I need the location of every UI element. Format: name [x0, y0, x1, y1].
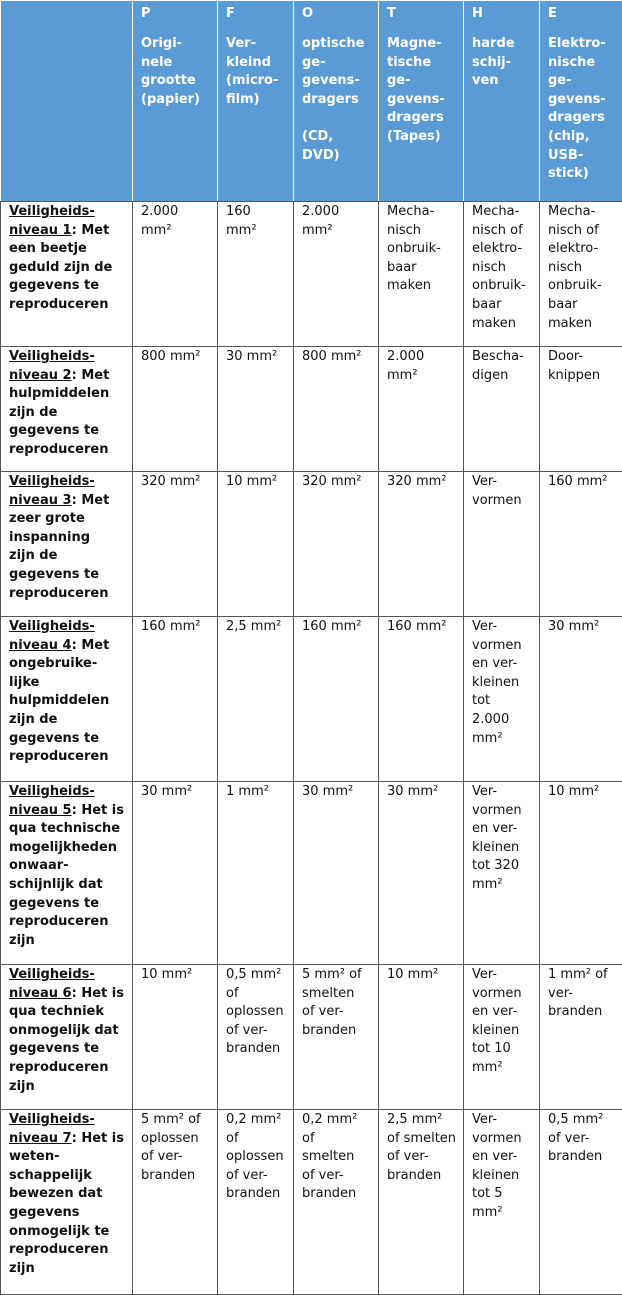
- cell-line: tot: [472, 692, 535, 711]
- security-level-line: niveau 3: Met: [9, 492, 128, 511]
- cell-line: smelten: [302, 985, 374, 1004]
- cell-line: vormen: [472, 1130, 535, 1149]
- table-row: [1, 782, 622, 965]
- cell-magnetische-gegevensdragers: [379, 472, 464, 617]
- column-label-line: (CD,: [302, 128, 374, 147]
- cell-originele-grootte: [133, 347, 218, 472]
- cell-line: of ver-: [141, 1148, 213, 1167]
- header-cell-optische-gegevensdragers: [294, 1, 379, 202]
- cell-line: 30 mm²: [387, 783, 459, 802]
- security-level-label: niveau 6: [9, 986, 72, 1001]
- cell-line: 0,5 mm²: [226, 966, 289, 985]
- cell-line: 0,5 mm²: [548, 1111, 618, 1130]
- security-level-line: gegevens te: [9, 422, 128, 441]
- column-label-line: (chip,: [548, 128, 618, 147]
- cell-line: Door-: [548, 348, 618, 367]
- cell-line: vormen: [472, 492, 535, 511]
- security-level-line: gegevens te: [9, 730, 128, 749]
- column-label-line: Ver-: [226, 35, 289, 54]
- cell-line: tot 5: [472, 1185, 535, 1204]
- cell-line: Ver-: [472, 473, 535, 492]
- security-level-line: [9, 203, 128, 222]
- security-level-line: gegevens te: [9, 566, 128, 585]
- cell-optische-gegevensdragers: [294, 202, 379, 347]
- cell-optische-gegevensdragers: [294, 617, 379, 782]
- column-label-line: [302, 109, 374, 128]
- column-label-line: Elektro-: [548, 35, 618, 54]
- cell-line: digen: [472, 367, 535, 386]
- security-level-line: niveau 2: Met: [9, 367, 128, 386]
- cell-line: en ver-: [472, 820, 535, 839]
- cell-line: ver-: [548, 985, 618, 1004]
- security-level-line: [9, 783, 128, 802]
- column-label-line: DVD): [302, 147, 374, 166]
- column-label-line: Origi-: [141, 35, 213, 54]
- cell-line: vormen: [472, 637, 535, 656]
- security-level-line: onwaar-: [9, 857, 128, 876]
- security-level-line: weten-: [9, 1148, 128, 1167]
- security-level-line: reproduceren: [9, 748, 128, 767]
- security-level-label: Veiligheids-: [9, 619, 95, 634]
- cell-line: mm²: [302, 222, 374, 241]
- cell-line: onbruik-: [387, 240, 459, 259]
- cell-line: 30 mm²: [226, 348, 289, 367]
- cell-line: baar: [387, 259, 459, 278]
- cell-line: oplossen: [226, 1003, 289, 1022]
- cell-line: branden: [548, 1003, 618, 1022]
- security-level-line: mogelijkheden: [9, 839, 128, 858]
- cell-line: 160 mm²: [548, 473, 618, 492]
- cell-line: branden: [302, 1022, 374, 1041]
- column-label-line: ge-: [548, 72, 618, 91]
- cell-line: mm²: [472, 1059, 535, 1078]
- security-level-line: reproduceren: [9, 913, 128, 932]
- table-row: [1, 202, 622, 347]
- cell-line: 320 mm²: [302, 473, 374, 492]
- cell-verkleind: [218, 202, 294, 347]
- cell-line: mm²: [226, 222, 289, 241]
- column-label-line: ge-: [387, 72, 459, 91]
- security-level-line: zijn de: [9, 404, 128, 423]
- column-code: P: [141, 5, 213, 35]
- cell-line: vormen: [472, 985, 535, 1004]
- column-label-line: harde: [472, 35, 535, 54]
- column-label-line: (Tapes): [387, 128, 459, 147]
- column-code: O: [302, 5, 374, 35]
- cell-line: nisch of: [548, 222, 618, 241]
- security-level-line: zijn: [9, 1260, 128, 1279]
- cell-line: 160 mm²: [302, 618, 374, 637]
- security-level-line: [9, 1111, 128, 1130]
- cell-optische-gegevensdragers: [294, 965, 379, 1110]
- column-label-line: nele: [141, 54, 213, 73]
- column-label-line: grootte: [141, 72, 213, 91]
- cell-harde-schijven: [464, 617, 540, 782]
- cell-line: 160 mm²: [387, 618, 459, 637]
- cell-line: baar: [472, 296, 535, 315]
- cell-verkleind: [218, 347, 294, 472]
- cell-line: oplossen: [141, 1130, 213, 1149]
- cell-line: elektro-: [472, 240, 535, 259]
- cell-line: of ver-: [302, 1003, 374, 1022]
- cell-line: kleinen: [472, 1022, 535, 1041]
- cell-line: 0,2 mm²: [226, 1111, 289, 1130]
- column-label-line: dragers: [302, 91, 374, 110]
- cell-line: of ver-: [226, 1167, 289, 1186]
- security-level-label: Veiligheids-: [9, 204, 95, 219]
- security-level-line: gegevens te: [9, 895, 128, 914]
- cell-optische-gegevensdragers: [294, 347, 379, 472]
- cell-line: elektro-: [548, 240, 618, 259]
- security-level-line: lijke: [9, 674, 128, 693]
- column-label-line: nische: [548, 54, 618, 73]
- cell-line: 2.000: [387, 348, 459, 367]
- security-level-label: niveau 3: [9, 493, 72, 508]
- security-level-label: niveau 4: [9, 638, 72, 653]
- cell-line: kleinen: [472, 1167, 535, 1186]
- column-label-line: ge-: [302, 54, 374, 73]
- cell-magnetische-gegevensdragers: [379, 347, 464, 472]
- security-level-line: gegevens te: [9, 1040, 128, 1059]
- security-level-line: hulpmiddelen: [9, 692, 128, 711]
- security-level-line: gegevens: [9, 1204, 128, 1223]
- column-label-line: USB-: [548, 147, 618, 166]
- cell-line: of ver-: [548, 1130, 618, 1149]
- cell-originele-grootte: [133, 472, 218, 617]
- security-level-line: inspanning: [9, 529, 128, 548]
- security-level-line: gegevens te: [9, 277, 128, 296]
- security-level-line: schappelijk: [9, 1167, 128, 1186]
- cell-line: tot 320: [472, 857, 535, 876]
- header-cell-elektronische-gegevensdragers: [540, 1, 622, 202]
- column-label-line: film): [226, 91, 289, 110]
- cell-elektronische-gegevensdragers: [540, 965, 622, 1110]
- cell-line: 30 mm²: [302, 783, 374, 802]
- security-level-label: Veiligheids-: [9, 784, 95, 799]
- column-code: E: [548, 5, 618, 35]
- cell-elektronische-gegevensdragers: [540, 782, 622, 965]
- cell-line: nisch of: [472, 222, 535, 241]
- security-level-line: reproduceren: [9, 1241, 128, 1260]
- cell-line: of: [226, 985, 289, 1004]
- security-level-label: niveau 2: [9, 368, 72, 383]
- cell-line: 10 mm²: [548, 783, 618, 802]
- cell-line: Mecha-: [472, 203, 535, 222]
- security-level-cell: [1, 1110, 133, 1295]
- cell-line: Ver-: [472, 783, 535, 802]
- cell-line: Ver-: [472, 966, 535, 985]
- cell-line: vormen: [472, 802, 535, 821]
- cell-line: Bescha-: [472, 348, 535, 367]
- column-label-line: stick): [548, 165, 618, 184]
- table-row: [1, 1110, 622, 1295]
- column-label-line: kleind: [226, 54, 289, 73]
- cell-verkleind: [218, 472, 294, 617]
- cell-harde-schijven: [464, 965, 540, 1110]
- cell-line: of ver-: [226, 1022, 289, 1041]
- cell-line: oplossen: [226, 1148, 289, 1167]
- cell-originele-grootte: [133, 1110, 218, 1295]
- cell-line: branden: [141, 1167, 213, 1186]
- security-level-cell: [1, 472, 133, 617]
- cell-line: 10 mm²: [387, 966, 459, 985]
- cell-line: baar: [548, 296, 618, 315]
- cell-line: 5 mm² of: [141, 1111, 213, 1130]
- cell-line: 2.000: [472, 711, 535, 730]
- security-level-line: [9, 966, 128, 985]
- cell-line: 5 mm² of: [302, 966, 374, 985]
- security-level-line: niveau 7: Het is: [9, 1130, 128, 1149]
- security-level-line: zijn: [9, 932, 128, 951]
- security-level-label: Veiligheids-: [9, 967, 95, 982]
- cell-line: 2.000: [141, 203, 213, 222]
- header-cell-verkleind: [218, 1, 294, 202]
- cell-line: Ver-: [472, 1111, 535, 1130]
- security-level-line: [9, 473, 128, 492]
- cell-line: en ver-: [472, 1148, 535, 1167]
- cell-line: 800 mm²: [302, 348, 374, 367]
- cell-line: 2.000: [302, 203, 374, 222]
- cell-line: branden: [226, 1040, 289, 1059]
- cell-line: 800 mm²: [141, 348, 213, 367]
- cell-line: of ver-: [387, 1148, 459, 1167]
- security-level-cell: [1, 782, 133, 965]
- cell-line: mm²: [387, 367, 459, 386]
- cell-line: nisch: [387, 222, 459, 241]
- header-corner-cell: [1, 1, 133, 202]
- security-level-line: schijnlijk dat: [9, 876, 128, 895]
- table-body: [1, 202, 622, 1295]
- cell-line: tot 10: [472, 1040, 535, 1059]
- column-code: H: [472, 5, 535, 35]
- cell-line: nisch: [472, 259, 535, 278]
- cell-line: nisch: [548, 259, 618, 278]
- security-level-line: bewezen dat: [9, 1185, 128, 1204]
- security-level-label: niveau 1: [9, 223, 72, 238]
- cell-line: 1 mm²: [226, 783, 289, 802]
- cell-originele-grootte: [133, 202, 218, 347]
- cell-harde-schijven: [464, 782, 540, 965]
- cell-line: of: [226, 1130, 289, 1149]
- security-level-line: reproduceren: [9, 296, 128, 315]
- cell-elektronische-gegevensdragers: [540, 347, 622, 472]
- table-row: [1, 472, 622, 617]
- cell-line: branden: [226, 1185, 289, 1204]
- cell-line: branden: [548, 1148, 618, 1167]
- cell-line: branden: [302, 1185, 374, 1204]
- cell-originele-grootte: [133, 617, 218, 782]
- table-row: [1, 347, 622, 472]
- column-label-line: (micro-: [226, 72, 289, 91]
- cell-line: Mecha-: [387, 203, 459, 222]
- cell-harde-schijven: [464, 472, 540, 617]
- column-label-line: gevens-: [548, 91, 618, 110]
- cell-line: mm²: [472, 1204, 535, 1223]
- security-level-line: een beetje: [9, 240, 128, 259]
- security-level-label: Veiligheids-: [9, 349, 95, 364]
- cell-line: 2,5 mm²: [387, 1111, 459, 1130]
- cell-harde-schijven: [464, 202, 540, 347]
- security-level-line: reproduceren: [9, 585, 128, 604]
- security-level-line: zijn de: [9, 547, 128, 566]
- cell-line: 10 mm²: [226, 473, 289, 492]
- security-level-line: niveau 5: Het is: [9, 802, 128, 821]
- security-level-line: [9, 618, 128, 637]
- cell-magnetische-gegevensdragers: [379, 782, 464, 965]
- cell-line: mm²: [472, 730, 535, 749]
- cell-magnetische-gegevensdragers: [379, 202, 464, 347]
- cell-line: 0,2 mm²: [302, 1111, 374, 1130]
- cell-optische-gegevensdragers: [294, 782, 379, 965]
- cell-line: smelten: [302, 1148, 374, 1167]
- cell-line: Ver-: [472, 618, 535, 637]
- security-level-line: geduld zijn de: [9, 259, 128, 278]
- cell-line: 30 mm²: [141, 783, 213, 802]
- security-level-label: niveau 7: [9, 1131, 72, 1146]
- cell-verkleind: [218, 782, 294, 965]
- cell-magnetische-gegevensdragers: [379, 617, 464, 782]
- cell-line: en ver-: [472, 1003, 535, 1022]
- cell-line: of smelten: [387, 1130, 459, 1149]
- cell-line: of: [302, 1130, 374, 1149]
- cell-originele-grootte: [133, 782, 218, 965]
- cell-line: 10 mm²: [141, 966, 213, 985]
- column-label-line: dragers: [548, 109, 618, 128]
- security-level-label: niveau 5: [9, 803, 72, 818]
- column-label-line: gevens-: [387, 91, 459, 110]
- column-label-line: optische: [302, 35, 374, 54]
- cell-line: kleinen: [472, 839, 535, 858]
- cell-line: mm²: [141, 222, 213, 241]
- cell-line: 160 mm²: [141, 618, 213, 637]
- cell-line: kleinen: [472, 674, 535, 693]
- header-cell-magnetische-gegevensdragers: [379, 1, 464, 202]
- cell-line: en ver-: [472, 655, 535, 674]
- column-label-line: Magne-: [387, 35, 459, 54]
- cell-line: 320 mm²: [387, 473, 459, 492]
- cell-optische-gegevensdragers: [294, 472, 379, 617]
- security-level-line: qua techniek: [9, 1003, 128, 1022]
- cell-elektronische-gegevensdragers: [540, 617, 622, 782]
- cell-line: 2,5 mm²: [226, 618, 289, 637]
- header-cell-harde-schijven: [464, 1, 540, 202]
- security-level-line: qua technische: [9, 820, 128, 839]
- cell-optische-gegevensdragers: [294, 1110, 379, 1295]
- header-cell-originele-grootte: [133, 1, 218, 202]
- cell-verkleind: [218, 1110, 294, 1295]
- security-level-line: onmogelijk te: [9, 1223, 128, 1242]
- security-level-cell: [1, 202, 133, 347]
- cell-line: maken: [387, 277, 459, 296]
- cell-line: 320 mm²: [141, 473, 213, 492]
- cell-elektronische-gegevensdragers: [540, 472, 622, 617]
- cell-line: 30 mm²: [548, 618, 618, 637]
- security-level-line: niveau 4: Met: [9, 637, 128, 656]
- security-level-line: reproduceren: [9, 1059, 128, 1078]
- cell-magnetische-gegevensdragers: [379, 965, 464, 1110]
- security-level-line: zijn: [9, 1078, 128, 1097]
- cell-line: Mecha-: [548, 203, 618, 222]
- cell-harde-schijven: [464, 1110, 540, 1295]
- table-row: [1, 617, 622, 782]
- table-header-row: [1, 1, 622, 202]
- cell-elektronische-gegevensdragers: [540, 202, 622, 347]
- column-code: T: [387, 5, 459, 35]
- cell-originele-grootte: [133, 965, 218, 1110]
- cell-harde-schijven: [464, 347, 540, 472]
- security-level-cell: [1, 617, 133, 782]
- security-level-label: Veiligheids-: [9, 1112, 95, 1127]
- column-label-line: dragers: [387, 109, 459, 128]
- cell-line: onbruik-: [548, 277, 618, 296]
- cell-line: 1 mm² of: [548, 966, 618, 985]
- security-level-line: onmogelijk dat: [9, 1022, 128, 1041]
- security-level-line: ongebruike-: [9, 655, 128, 674]
- cell-line: onbruik-: [472, 277, 535, 296]
- table-row: [1, 965, 622, 1110]
- cell-line: maken: [472, 315, 535, 334]
- security-level-line: hulpmiddelen: [9, 385, 128, 404]
- security-level-line: niveau 6: Het is: [9, 985, 128, 1004]
- security-level-line: niveau 1: Met: [9, 222, 128, 241]
- cell-line: of ver-: [302, 1167, 374, 1186]
- security-level-cell: [1, 965, 133, 1110]
- column-code: F: [226, 5, 289, 35]
- cell-line: maken: [548, 315, 618, 334]
- cell-elektronische-gegevensdragers: [540, 1110, 622, 1295]
- security-level-line: reproduceren: [9, 441, 128, 460]
- cell-verkleind: [218, 617, 294, 782]
- cell-magnetische-gegevensdragers: [379, 1110, 464, 1295]
- security-level-line: zeer grote: [9, 510, 128, 529]
- column-label-line: schij-: [472, 54, 535, 73]
- column-label-line: (papier): [141, 91, 213, 110]
- column-label-line: ven: [472, 72, 535, 91]
- column-label-line: tische: [387, 54, 459, 73]
- security-level-cell: [1, 347, 133, 472]
- security-level-line: zijn de: [9, 711, 128, 730]
- security-level-line: [9, 348, 128, 367]
- cell-verkleind: [218, 965, 294, 1110]
- security-level-label: Veiligheids-: [9, 474, 95, 489]
- column-label-line: gevens-: [302, 72, 374, 91]
- cell-line: 160: [226, 203, 289, 222]
- cell-line: knippen: [548, 367, 618, 386]
- cell-line: branden: [387, 1167, 459, 1186]
- cell-line: mm²: [472, 876, 535, 895]
